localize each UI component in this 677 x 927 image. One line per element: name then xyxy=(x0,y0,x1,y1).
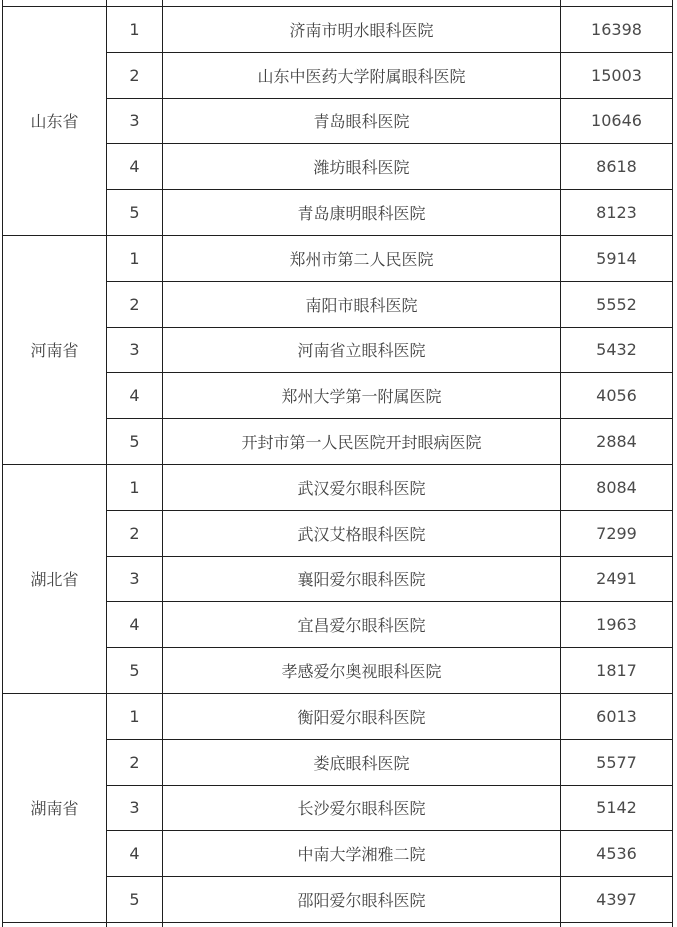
hospital-name-cell: 孝感爱尔奥视眼科医院 xyxy=(163,648,561,694)
hospital-name-cell: 衡阳爱尔眼科医院 xyxy=(163,693,561,739)
hospital-name-cell: 郑州市第二人民医院 xyxy=(163,235,561,281)
rank-cell: 5 xyxy=(107,190,163,236)
hospital-name-cell: 邵阳爱尔眼科医院 xyxy=(163,877,561,923)
hospital-name-cell: 潍坊眼科医院 xyxy=(163,144,561,190)
rank-cell: 3 xyxy=(107,98,163,144)
hospital-name-cell: 襄阳爱尔眼科医院 xyxy=(163,556,561,602)
hospital-name-cell: 长沙爱尔眼科医院 xyxy=(163,785,561,831)
hospital-name-cell: 山东中医药大学附属眼科医院 xyxy=(163,52,561,98)
hospital-name-cell xyxy=(163,922,561,927)
rank-cell: 4 xyxy=(107,831,163,877)
rank-cell: 2 xyxy=(107,281,163,327)
province-cell: 山东省 xyxy=(3,7,107,236)
value-cell: 15003 xyxy=(561,52,673,98)
rank-cell: 3 xyxy=(107,327,163,373)
value-cell: 5142 xyxy=(561,785,673,831)
value-cell xyxy=(561,922,673,927)
rank-cell: 1 xyxy=(107,693,163,739)
value-cell: 1817 xyxy=(561,648,673,694)
value-cell: 8123 xyxy=(561,190,673,236)
value-cell: 2884 xyxy=(561,419,673,465)
value-cell: 8084 xyxy=(561,464,673,510)
value-cell: 1963 xyxy=(561,602,673,648)
province-cell: 湖南省 xyxy=(3,693,107,922)
rank-cell: 2 xyxy=(107,52,163,98)
rank-cell xyxy=(107,922,163,927)
rank-cell: 3 xyxy=(107,785,163,831)
value-cell: 4536 xyxy=(561,831,673,877)
value-cell: 5577 xyxy=(561,739,673,785)
value-cell: 6013 xyxy=(561,693,673,739)
table-row xyxy=(3,693,673,739)
rank-cell: 4 xyxy=(107,144,163,190)
value-cell: 16398 xyxy=(561,7,673,53)
table-row xyxy=(3,235,673,281)
rank-cell: 1 xyxy=(107,464,163,510)
value-cell: 5432 xyxy=(561,327,673,373)
clipped-row-bottom xyxy=(3,922,673,927)
rank-cell: 1 xyxy=(107,235,163,281)
hospital-name-cell: 武汉艾格眼科医院 xyxy=(163,510,561,556)
hospital-name-cell: 武汉爱尔眼科医院 xyxy=(163,464,561,510)
value-cell: 5552 xyxy=(561,281,673,327)
value-cell: 8618 xyxy=(561,144,673,190)
hospital-name-cell: 开封市第一人民医院开封眼病医院 xyxy=(163,419,561,465)
value-cell: 7299 xyxy=(561,510,673,556)
hospital-name-cell: 中南大学湘雅二院 xyxy=(163,831,561,877)
value-cell: 4397 xyxy=(561,877,673,923)
rank-cell: 2 xyxy=(107,739,163,785)
rank-cell: 3 xyxy=(107,556,163,602)
province-cell xyxy=(3,922,107,927)
value-cell: 4056 xyxy=(561,373,673,419)
rank-cell: 4 xyxy=(107,602,163,648)
province-cell: 河南省 xyxy=(3,235,107,464)
rank-cell: 1 xyxy=(107,7,163,53)
hospital-name-cell: 娄底眼科医院 xyxy=(163,739,561,785)
rank-cell: 4 xyxy=(107,373,163,419)
hospital-name-cell: 济南市明水眼科医院 xyxy=(163,7,561,53)
table-row xyxy=(3,464,673,510)
rank-cell: 5 xyxy=(107,648,163,694)
rank-cell: 5 xyxy=(107,419,163,465)
rank-cell: 5 xyxy=(107,877,163,923)
hospital-name-cell: 青岛康明眼科医院 xyxy=(163,190,561,236)
hospital-name-cell: 南阳市眼科医院 xyxy=(163,281,561,327)
value-cell: 5914 xyxy=(561,235,673,281)
hospital-name-cell: 宜昌爱尔眼科医院 xyxy=(163,602,561,648)
rank-cell: 2 xyxy=(107,510,163,556)
hospital-name-cell: 郑州大学第一附属医院 xyxy=(163,373,561,419)
value-cell: 2491 xyxy=(561,556,673,602)
value-cell: 10646 xyxy=(561,98,673,144)
province-cell: 湖北省 xyxy=(3,464,107,693)
hospital-name-cell: 河南省立眼科医院 xyxy=(163,327,561,373)
hospital-name-cell: 青岛眼科医院 xyxy=(163,98,561,144)
hospital-ranking-table xyxy=(2,0,673,927)
table-row xyxy=(3,7,673,53)
